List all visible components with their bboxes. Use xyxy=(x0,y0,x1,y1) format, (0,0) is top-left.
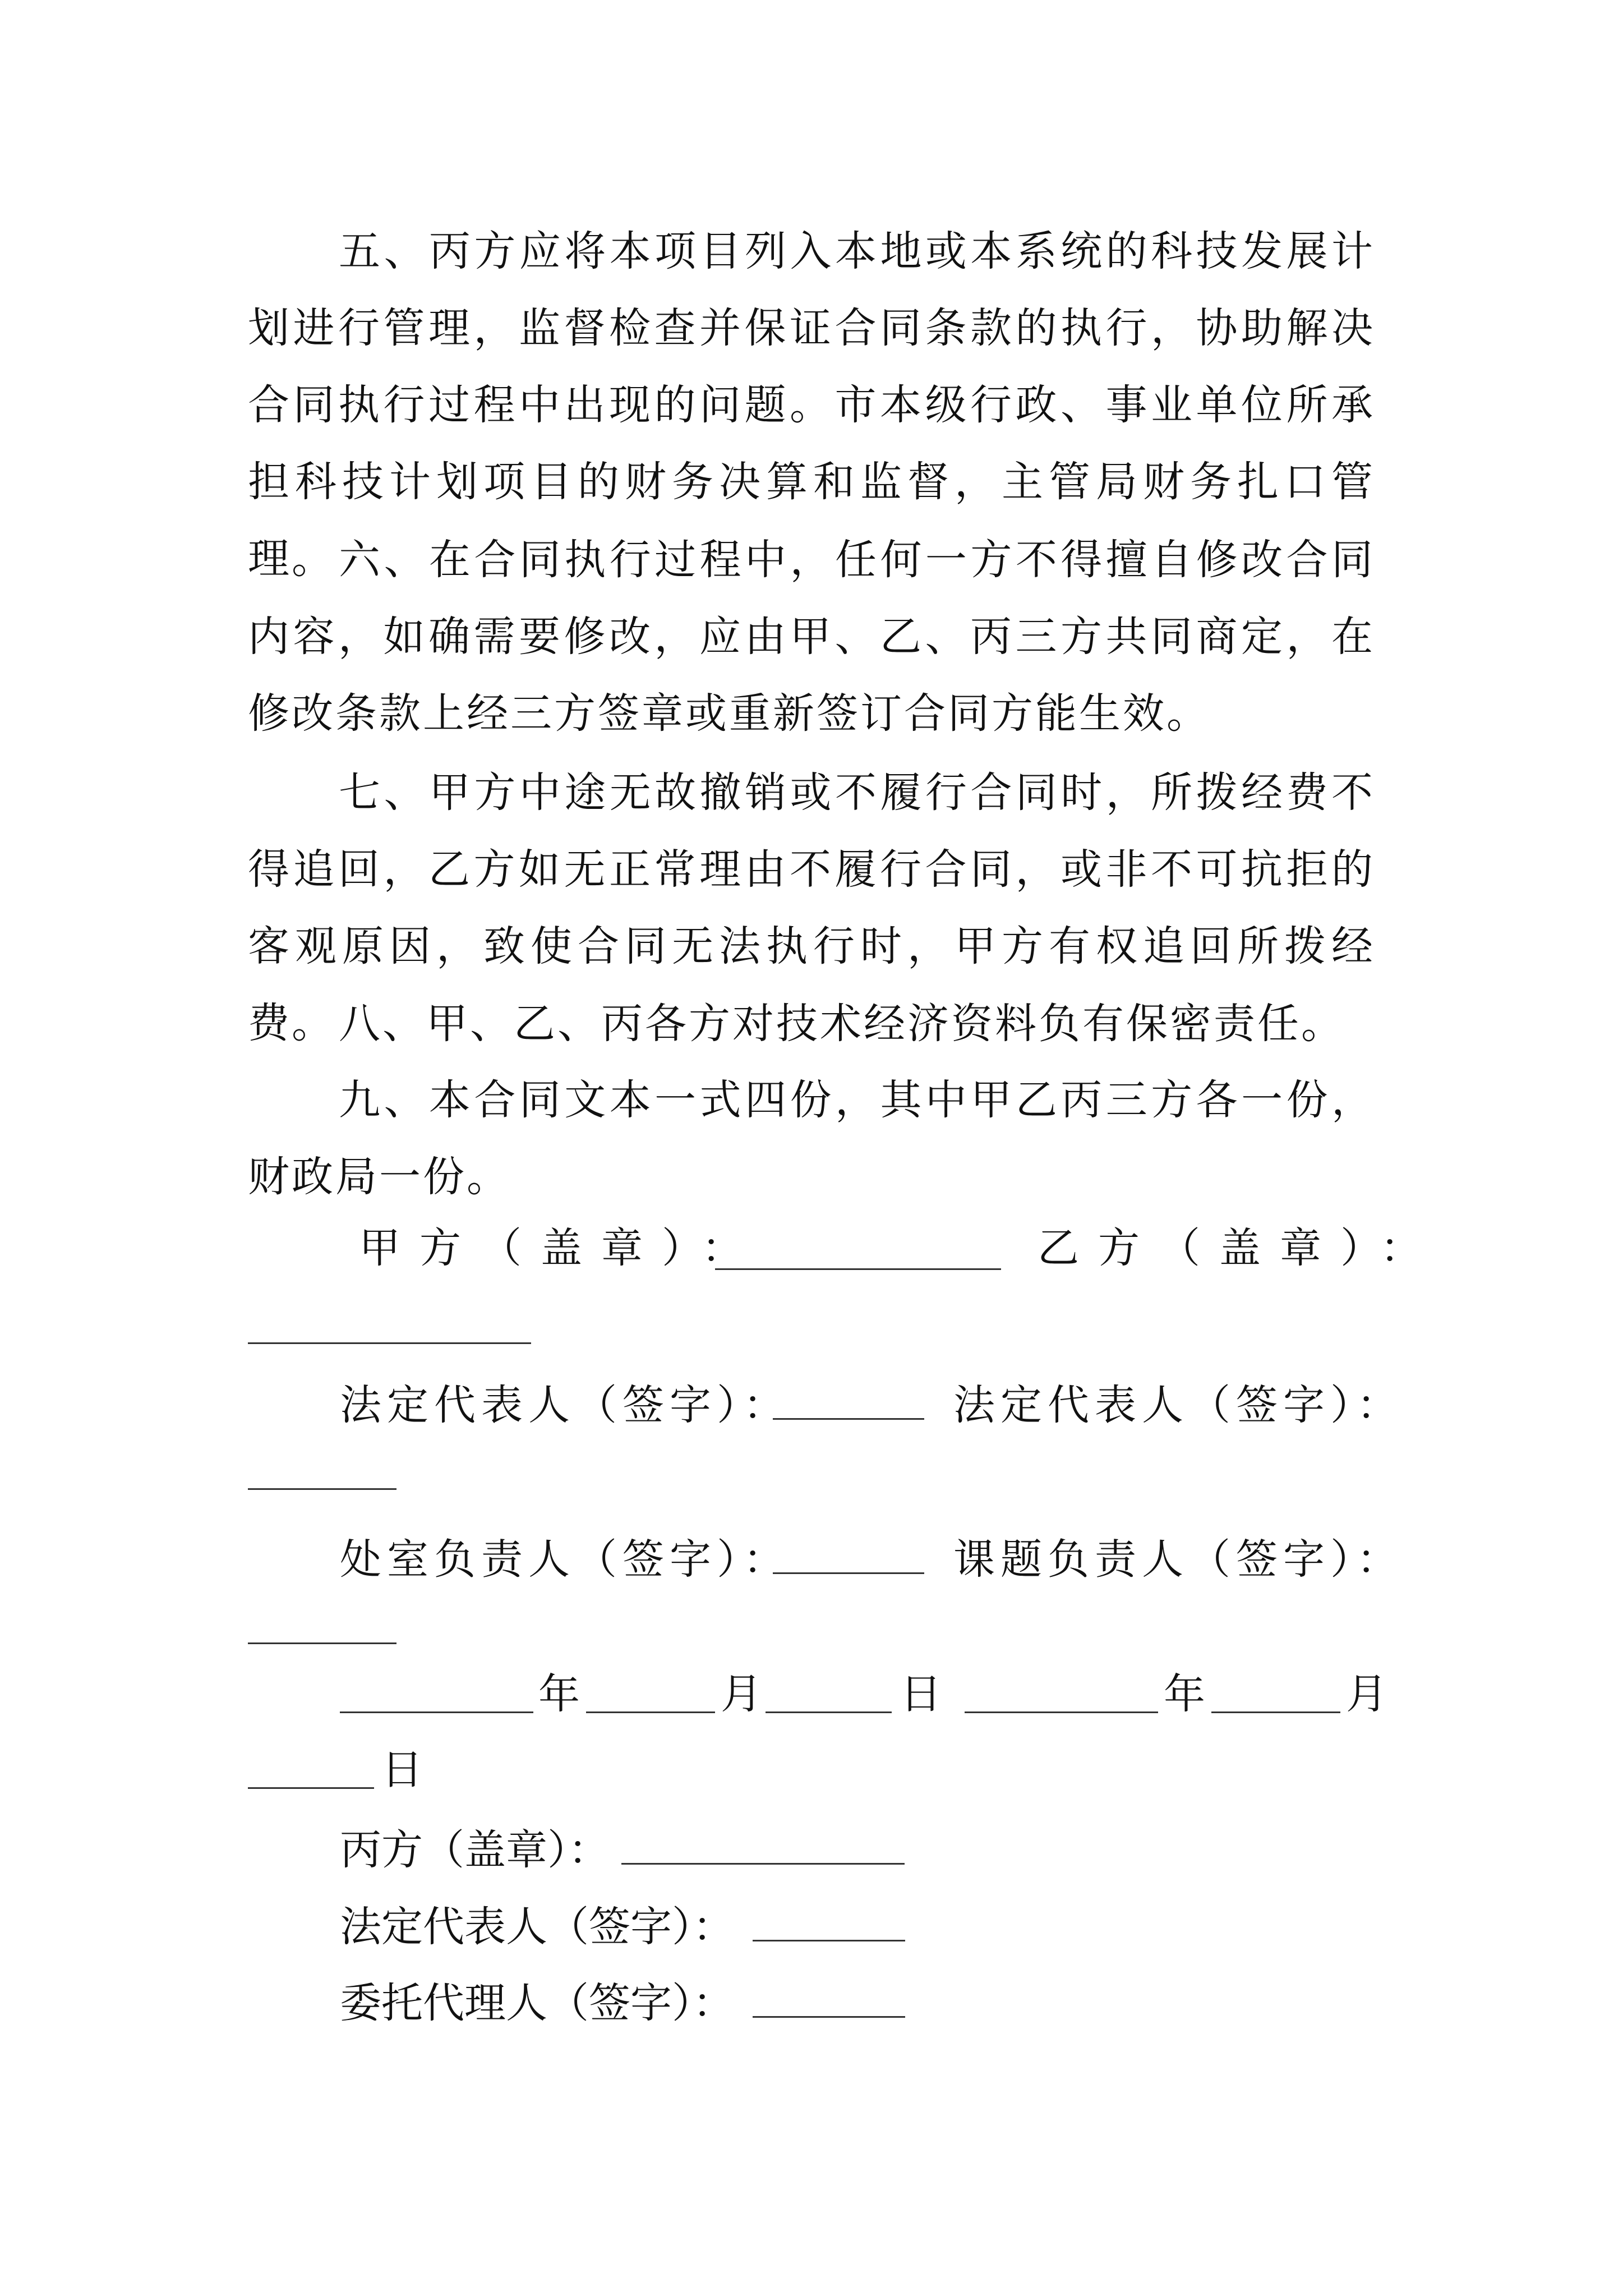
party-c-seal-blank xyxy=(621,1832,905,1865)
clause-9: 九、本合同文本一式四份，其中甲乙丙三方各一份，财政局一份。 xyxy=(248,1076,1375,1201)
date-a-day-label: 日 xyxy=(900,1670,942,1718)
date-b-year-blank xyxy=(965,1680,1158,1713)
legal-rep-b-blank xyxy=(248,1457,396,1490)
date-b-month-blank xyxy=(1211,1680,1340,1713)
date-b-day-label: 日 xyxy=(381,1746,423,1794)
date-a-year-label: 年 xyxy=(538,1670,580,1718)
party-a-seal-row xyxy=(359,1223,762,1273)
party-b-seal-label: 乙方（盖章）： xyxy=(1038,1224,1441,1272)
date-a-year-blank xyxy=(340,1680,533,1713)
legal-rep-b-label: 法定代表人（签字）： xyxy=(953,1381,1404,1429)
date-b-month-label: 月 xyxy=(1346,1670,1387,1718)
dept-head-label: 处室负责人（签字）： xyxy=(340,1535,790,1584)
legal-rep-b-row xyxy=(953,1380,1404,1430)
legal-rep-c-blank xyxy=(753,1908,905,1941)
clause-7: 七、甲方中途无故撤销或不履行合同时，所拨经费不得追回，乙方如无正常理由不履行合同，或非不可抗拒的客观原因，致使合同无法执行时，甲方有权追回所拨经费。 xyxy=(248,769,1375,1047)
party-b-seal-row xyxy=(1038,1223,1441,1273)
party-c-seal-label: 丙方（盖章）： xyxy=(340,1826,610,1874)
party-b-seal-blank xyxy=(248,1311,531,1344)
date-a-month-blank xyxy=(586,1680,715,1713)
date-b-year-label: 年 xyxy=(1164,1670,1205,1718)
project-head-row xyxy=(953,1534,1404,1585)
legal-rep-a-row xyxy=(340,1380,790,1430)
dept-head-blank xyxy=(773,1541,924,1574)
date-a-day-blank xyxy=(766,1680,892,1713)
dept-head-row xyxy=(340,1534,790,1585)
clause-6: 六、在合同执行过程中，任何一方不得擅自修改合同内容，如确需要修改，应由甲、乙、丙三方共同商定，在修改条款上经三方签章或重新签订合同方能生效。 xyxy=(248,536,1375,738)
date-a-month-label: 月 xyxy=(721,1670,762,1718)
legal-rep-a-blank xyxy=(773,1387,924,1420)
project-head-label: 课题负责人（签字）： xyxy=(953,1535,1404,1584)
agent-c-blank xyxy=(753,1985,905,2018)
legal-rep-c-label: 法定代表人（签字）： xyxy=(340,1903,734,1951)
legal-rep-a-label: 法定代表人（签字）： xyxy=(340,1381,790,1429)
date-b-day-blank xyxy=(248,1756,374,1789)
project-head-blank xyxy=(248,1611,396,1644)
clause-5: 五、丙方应将本项目列入本地或本系统的科技发展计划进行管理，监督检查并保证合同条款的执行，协助解决合同执行过程中出现的问题。市本级行政、事业单位所承担科技计划项目的财务决算和监督，主管局财务扎口管理。 xyxy=(248,227,1375,583)
clause-8: 八、甲、乙、丙各方对技术经济资料负有保密责任。 xyxy=(339,1000,1345,1048)
agent-c-label: 委托代理人（签字）： xyxy=(340,1979,734,2027)
party-a-seal-label: 甲方（盖章）： xyxy=(359,1224,762,1272)
party-a-seal-blank xyxy=(715,1237,1001,1270)
